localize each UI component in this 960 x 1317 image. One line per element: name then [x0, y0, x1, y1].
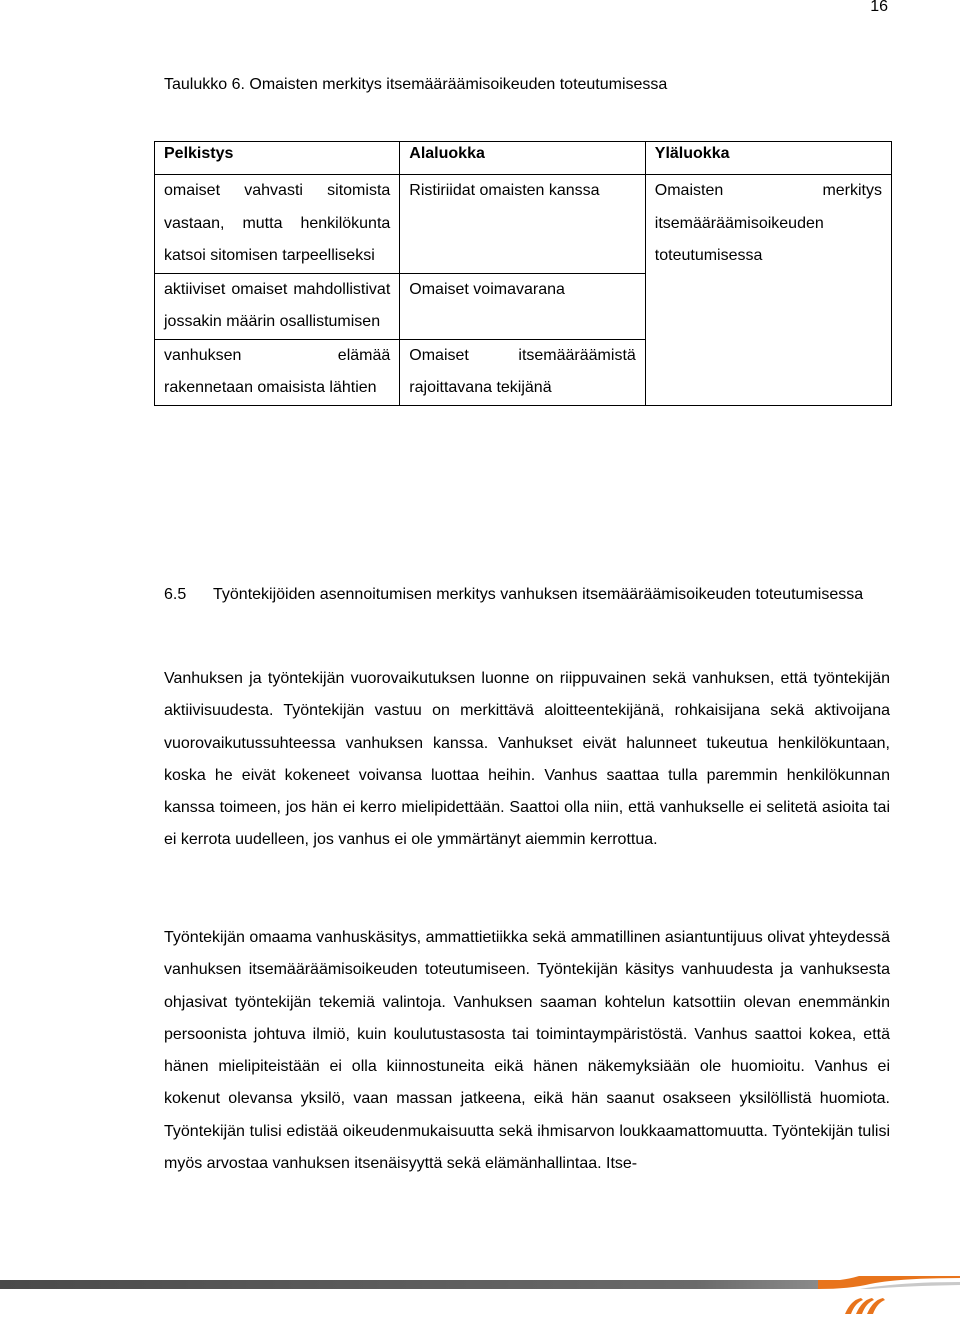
cell-ylaluokka: Omaisten merkitys itsemääräämisoikeuden toteutumisessa — [645, 175, 891, 406]
stripes-logo-icon — [843, 1294, 889, 1316]
page-number: 16 — [870, 0, 888, 15]
cell-pelkistys: aktiiviset omaiset mahdollistivat jossakin määrin osallistumisen — [155, 273, 400, 339]
results-table — [154, 141, 892, 406]
header-alaluokka: Alaluokka — [400, 142, 646, 175]
header-ylaluokka: Yläluokka — [645, 142, 891, 175]
header-pelkistys: Pelkistys — [155, 142, 400, 175]
footer-bar — [0, 1276, 960, 1292]
body-paragraph: Työntekijän omaama vanhuskäsitys, ammattietiikka sekä ammatillinen asiantuntijuus olivat yhteydessä vanhuksen itsemääräämisoikeuden toteutumiseen. Työntekijän käsitys vanhuudesta ja vanhuksesta ohjasivat työntekijän tekemiä valintoja. Vanhuksen saaman kohtelun katsottiin olevan enemmänkin persoonista johtuva ilmiö, kuin koulutustasosta tai toimintaympäristöstä. Vanhus saattoi kokea, että hänen mielipiteistään ei olla kiinnostuneita eikä hänen näkemyksiään ole huomioitu. Vanhus ei kokenut olevansa yksilö, vaan massan jatkeena, eikä hän saanut osakseen yksilöllistä huomiota. Työntekijän tulisi edistää oikeudenmukaisuutta sekä ihmisarvon loukkaamattomuutta. Työntekijän tulisi myös arvostaa vanhuksen itsenäisyyttä sekä elämänhallintaa. Itse- — [164, 929, 890, 1173]
section-heading — [164, 584, 892, 606]
section-title: Työntekijöiden asennoitumisen merkitys vanhuksen itsemääräämisoikeuden toteutumisessa — [213, 586, 864, 603]
table-row — [155, 175, 892, 274]
body-paragraph: Vanhuksen ja työntekijän vuorovaikutuksen luonne on riippuvainen sekä vanhuksen, että työntekijän aktiivisuudesta. Työntekijän vastuu on merkittävä aloitteentekijänä, rohkaisijana sekä aktivoijana vuorovaikutussuhteessa vanhuksen kanssa. Vanhukset eivät halunneet tukeutua henkilökuntaan, koska he eivät kokeneet voivansa luottaa heihin. Vanhus saattaa tulla paremmin henkilökunnan kanssa toimeen, jos hän ei kerro mielipidettään. Saattoi olla niin, että vanhukselle ei selitetä asioita tai ei kerrota uudelleen, jos vanhus ei ole ymmärtänyt aiemmin kerrottua. — [164, 670, 890, 849]
cell-alaluokka: Ristiriidat omaisten kanssa — [400, 175, 646, 274]
cell-alaluokka: Omaiset voimavarana — [400, 273, 646, 339]
table-header-row — [155, 142, 892, 175]
cell-pelkistys: omaiset vahvasti sitomista vastaan, mutta henkilökunta katsoi sitomisen tarpeelliseksi — [155, 175, 400, 274]
cell-alaluokka: Omaiset itsemääräämistä rajoittavana tekijänä — [400, 339, 646, 405]
cell-pelkistys: vanhuksen elämää rakennetaan omaisista lähtien — [155, 339, 400, 405]
section-number: 6.5 — [164, 586, 187, 603]
table-caption: Taulukko 6. Omaisten merkitys itsemääräämisoikeuden toteutumisessa — [164, 76, 668, 93]
